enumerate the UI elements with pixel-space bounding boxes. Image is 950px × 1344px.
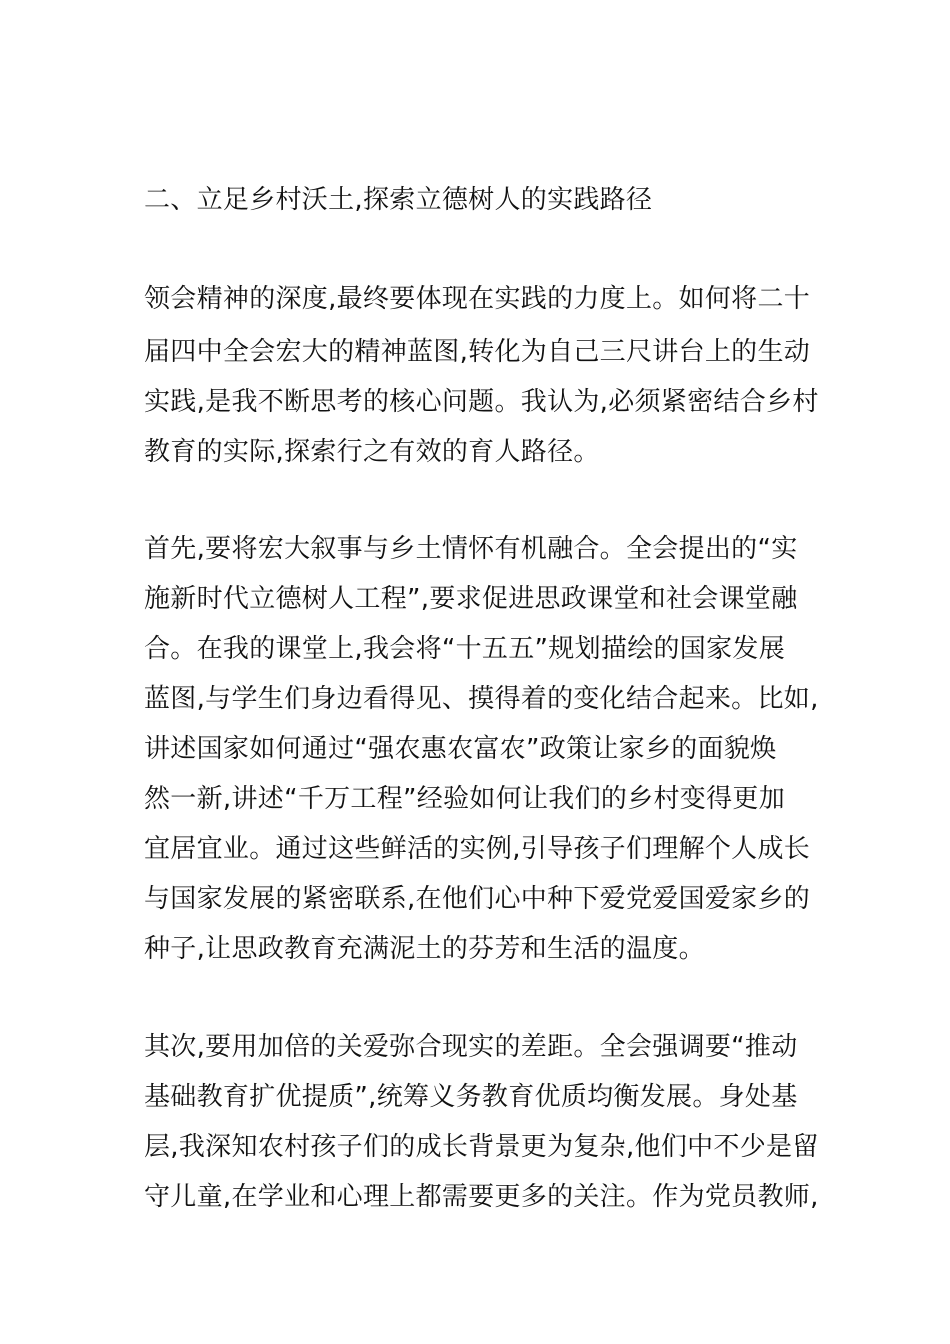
paragraph-line: 讲述国家如何通过“强农惠农富农”政策让家乡的面貌焕: [144, 734, 777, 764]
paragraph-line: 蓝图,与学生们身边看得见、摸得着的变化结合起来。比如,: [144, 684, 819, 714]
paragraph-line: 其次,要用加倍的关爱弥合现实的差距。全会强调要“推动: [144, 1032, 798, 1062]
paragraph-line: 施新时代立德树人工程”,要求促进思政课堂和社会课堂融: [144, 584, 798, 614]
paragraph-line: 领会精神的深度,最终要体现在实践的力度上。如何将二十: [144, 284, 811, 314]
paragraph-line: 守儿童,在学业和心理上都需要更多的关注。作为党员教师,: [144, 1182, 819, 1212]
paragraph-line: 然一新,讲述“千万工程”经验如何让我们的乡村变得更加: [144, 784, 786, 814]
paragraph-line: 实践,是我不断思考的核心问题。我认为,必须紧密结合乡村: [144, 387, 819, 417]
paragraph-line: 届四中全会宏大的精神蓝图,转化为自己三尺讲台上的生动: [144, 337, 811, 367]
paragraph-line: 首先,要将宏大叙事与乡土情怀有机融合。全会提出的“实: [144, 534, 798, 564]
paragraph-line: 宜居宜业。通过这些鲜活的实例,引导孩子们理解个人成长: [144, 834, 811, 864]
paragraph-line: 与国家发展的紧密联系,在他们心中种下爱党爱国爱家乡的: [144, 884, 811, 914]
section-heading: 二、立足乡村沃土,探索立德树人的实践路径: [144, 185, 653, 215]
paragraph-line: 教育的实际,探索行之有效的育人路径。: [144, 437, 600, 467]
paragraph-line: 合。在我的课堂上,我会将“十五五”规划描绘的国家发展: [144, 634, 786, 664]
paragraph-line: 种子,让思政教育充满泥土的芬芳和生活的温度。: [144, 934, 705, 964]
paragraph-line: 层,我深知农村孩子们的成长背景更为复杂,他们中不少是留: [144, 1132, 819, 1162]
paragraph-line: 基础教育扩优提质”,统筹义务教育优质均衡发展。身处基: [144, 1082, 798, 1112]
